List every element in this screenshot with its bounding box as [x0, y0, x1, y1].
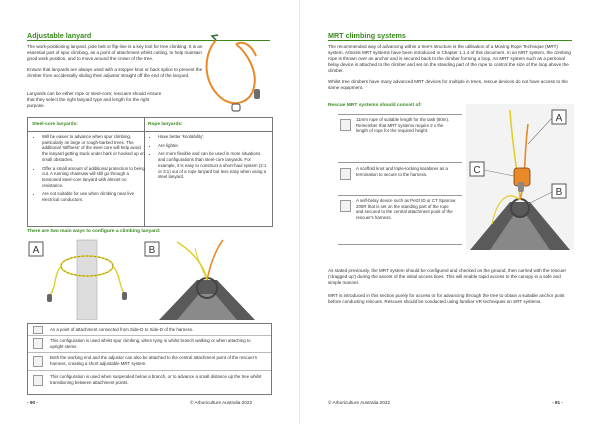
mrt-system-illustration [466, 104, 574, 250]
item-text: A self-belay device such as Petzl ID or CT Sparrow 200R that is set on the standing part of the rope and secured to the central attachment point of the rescuer's harness. [356, 198, 456, 221]
right-heading: MRT climbing systems [328, 31, 406, 40]
list-item [338, 117, 462, 157]
note-text: This configuration is used when suspended below a branch, or to advance a small distance up the tree whilst transitioning between attachment points. [50, 374, 262, 385]
note-text: Both the working end and the adjustor can also be attached to the central attachment point of the rescuer's harness, creating a short adjustable MRT system. [50, 355, 258, 366]
table-header-rule [28, 131, 272, 132]
list-item [338, 166, 462, 192]
left-footer-copyright: © Arboriculture Australia 2022 [190, 400, 253, 405]
rope-item: • Are lighter. [158, 143, 268, 149]
rescue-mrt-list [338, 114, 462, 244]
list-divider [338, 244, 462, 245]
right-para-3: As stated previously, the MRT system should be configured and checked on the ground, then carried with the rescuer ('dragged up') during the ascent of the initial access lines. This will enable rapid access to the canopy in a safe and simple manner. [328, 268, 566, 285]
label-a-left: A [32, 245, 40, 256]
label-b-left: B [148, 245, 156, 256]
steel-core-item: • Are not suitable for use when climbing near live electrical conductors. [42, 191, 146, 202]
right-para-4: MRT is introduced in this section purely for access or for advancing through the tree to obtain a suitable anchor point before conducting rescues. Rescues should be conducted using familiar VR techniques on SRT systems. [328, 293, 565, 304]
list-divider [338, 162, 462, 163]
label-b-right: B [555, 187, 563, 198]
note-checkbox [33, 375, 43, 386]
note-row [28, 352, 271, 371]
item-checkbox [340, 200, 351, 212]
item-checkbox [340, 119, 351, 131]
item-text: 11mm rope of suitable length for the task (50m). Remember that MRT systems require 2 x the length of rope for the required height. [356, 117, 450, 134]
list-item [338, 198, 462, 242]
lanyard-notes-box [27, 323, 272, 395]
steel-core-item: • Offer a small amount of additional protection to being cut. A running chainsaw will still go through a tensioned steel-core lanyard with almost no resistance. [42, 166, 146, 189]
left-para-1: The work-positioning lanyard, pole belt or flip-line is a key tool for tree climbing. It is an essential part of spur climbing, as a point of attachment whilst cutting, to help maintain good work position, and to move around the crown of the tree. [27, 44, 203, 61]
list-divider [338, 195, 462, 196]
rope-list [148, 134, 268, 183]
rescue-mrt-subheading: Rescue MRT systems should consist of: [328, 103, 422, 108]
lanyard-configurations-illustration [27, 236, 272, 320]
right-para-2: Whilst tree climbers have many advanced MRT devices for multiple in trees, rescue devices do not have access to the same equipment. [328, 79, 568, 90]
right-page-number: - 91 - [552, 400, 563, 405]
right-footer-copyright: © Arboriculture Australia 2022 [328, 400, 391, 405]
item-checkbox [340, 168, 351, 180]
left-para-2: Ensure that lanyards are always used with a stopper knot or back splice to prevent the climber from accidentally sliding their adjustor straight off the end of the lanyard. [27, 67, 203, 78]
rope-header: Rope lanyards: [148, 122, 183, 127]
note-text: This configuration is used whilst spur climbing, when tying in whilst branch walking or when attaching to upright stems. [50, 338, 251, 349]
right-page [300, 0, 600, 424]
rope-item: • Have better 'knotability'. [158, 134, 268, 140]
steel-core-list [32, 134, 146, 206]
steel-core-item: • Will be easier to advance when spur climbing, particularly on large or rough-barked trees. The additional 'stiffness' of the steel core will help avoid the lanyard getting stuck under bark or hooked up on small obstacles. [42, 134, 146, 163]
right-para-1: The recommended way of advancing within a tree's structure is the utilisation of a Moving Rope Technique (MRT) system. Arborist MRT systems have been introduced in Chapter 1.1.4 of this document. In an MRT system, the climbing rope is thrown over an anchor and is secured back to the climber forming a loop. An MRT system such as a personal belay device is attached to the climber and set on the standing part of the rope to control the size of the loop above the climber. [328, 44, 571, 73]
label-c-right: C [473, 165, 481, 176]
steel-core-header: Steel-core lanyards: [32, 122, 78, 127]
note-row [28, 370, 271, 394]
rope-item: • Are more flexible and can be used in more situations and configurations than steel-core lanyards. For example, it is easy to construct a short-haul system (2:1 or 3:1) out of a rope lanyard but less easy when using a steel lanyard. [158, 151, 268, 180]
note-row [28, 335, 271, 353]
lanyard-config-subheading: There are two main ways to configure a climbing lanyard: [27, 229, 161, 234]
note-text: As a point of attachment connected from Side-D to Side-D of the harness. [50, 327, 194, 332]
left-heading: Adjustable lanyard [27, 31, 92, 40]
label-a-right: A [555, 113, 563, 124]
note-checkbox [33, 326, 43, 334]
note-checkbox [33, 338, 43, 349]
list-divider [338, 114, 462, 115]
note-checkbox [33, 356, 43, 367]
lanyard-comparison-table [27, 117, 273, 227]
left-page-number: - 90 - [27, 400, 38, 405]
left-para-3: Lanyards can be either rope or steel-core; rescuers should ensure that they select the right lanyard type and length for the right purpose. [27, 91, 162, 108]
right-heading-rule [328, 40, 572, 41]
item-text: A scaffold knot and triple-locking karabiner as a termination to secure to the harness. [356, 166, 448, 177]
lanyard-illustration [196, 32, 276, 112]
